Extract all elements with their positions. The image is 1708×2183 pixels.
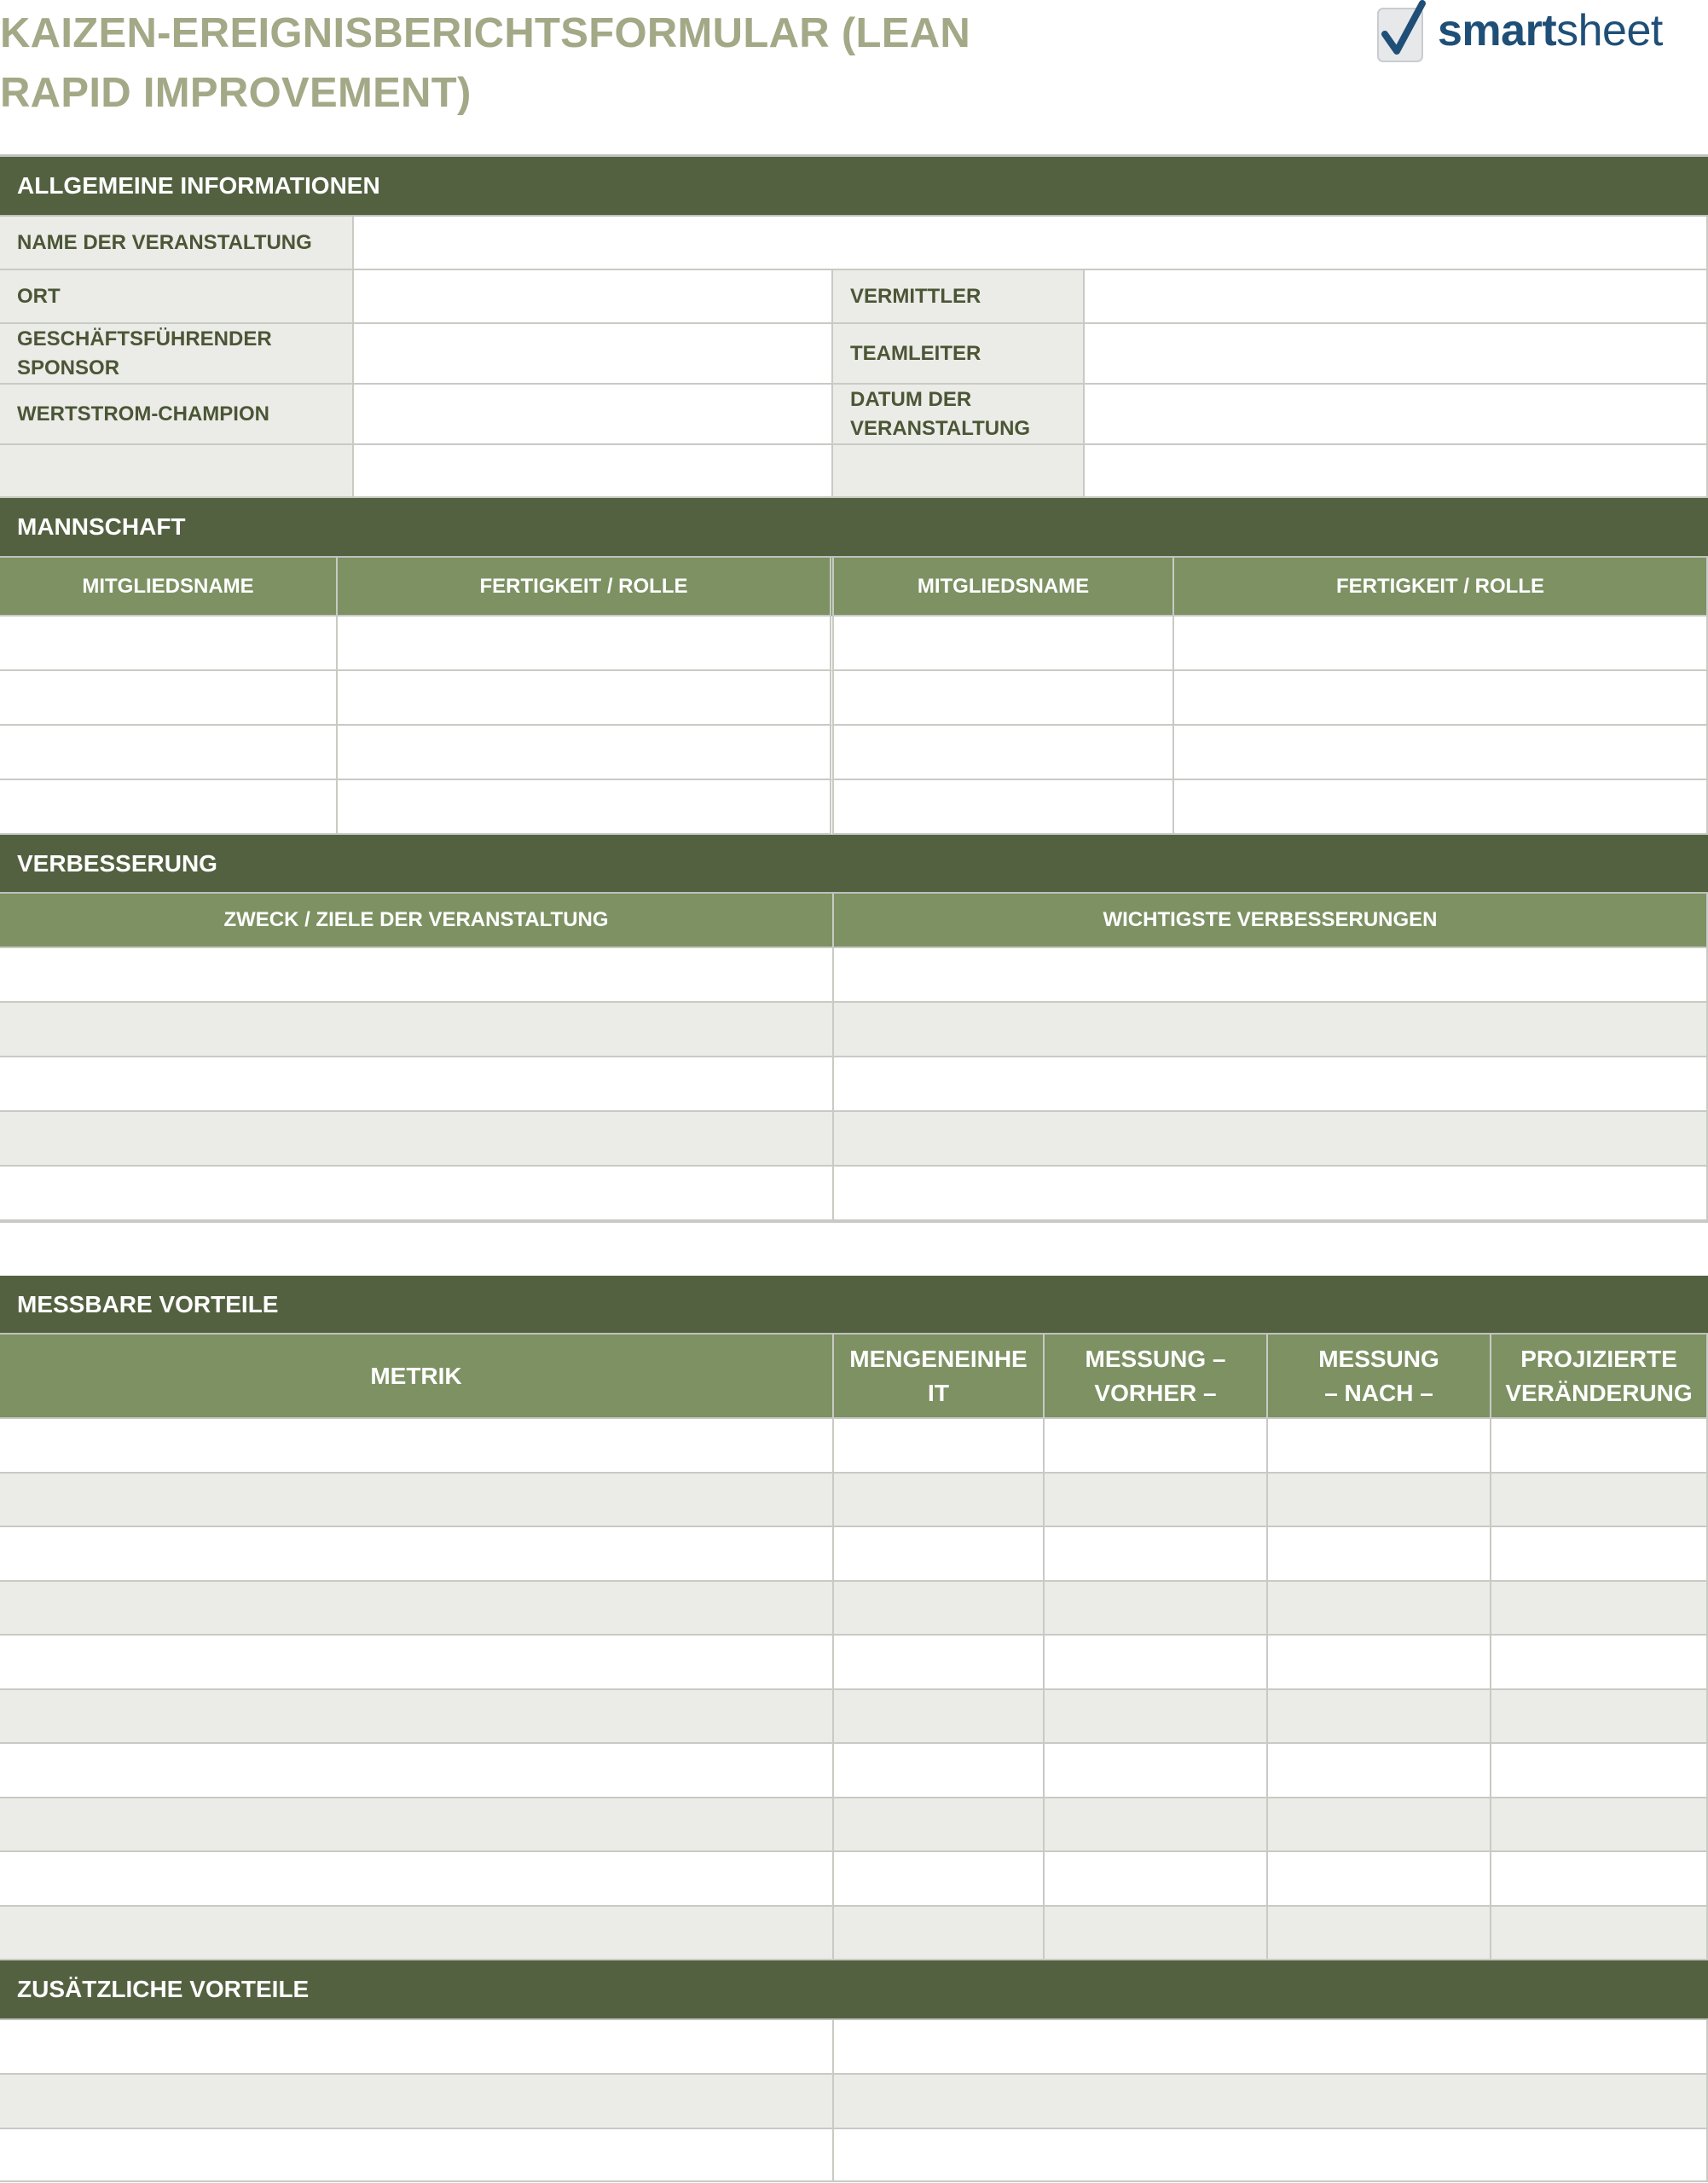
field-location[interactable] — [354, 270, 833, 324]
team-cell[interactable] — [0, 617, 338, 671]
col-member-name-2: MITGLIEDSNAME — [834, 558, 1174, 617]
metric-cell[interactable] — [834, 1636, 1045, 1690]
col-member-name-1: MITGLIEDSNAME — [0, 558, 338, 617]
section-measurable-benefits: MESSBARE VORTEILE — [0, 1276, 1708, 1335]
metric-cell[interactable] — [0, 1798, 834, 1852]
metric-cell[interactable] — [834, 1419, 1045, 1474]
metric-cell[interactable] — [1268, 1636, 1491, 1690]
team-section — [0, 498, 1708, 835]
team-cell[interactable] — [834, 780, 1174, 835]
metric-cell[interactable] — [1045, 1690, 1268, 1744]
metric-cell[interactable] — [834, 1744, 1045, 1798]
metric-cell[interactable] — [1491, 1690, 1708, 1744]
kaizen-form — [0, 154, 1708, 2183]
field-blank-2[interactable] — [1085, 445, 1708, 498]
metric-cell[interactable] — [0, 1907, 834, 1960]
label-location: ORT — [0, 270, 354, 324]
additional-cell[interactable] — [0, 2075, 834, 2129]
checkmark-logo-icon — [1373, 0, 1433, 67]
section-team: MANNSCHAFT — [0, 498, 1708, 558]
team-cell[interactable] — [338, 726, 834, 780]
improvement-cell[interactable] — [834, 1167, 1708, 1221]
metric-cell[interactable] — [1491, 1798, 1708, 1852]
metric-cell[interactable] — [1045, 1636, 1268, 1690]
metric-cell[interactable] — [1268, 1474, 1491, 1527]
metric-cell[interactable] — [1045, 1744, 1268, 1798]
metric-cell[interactable] — [834, 1907, 1045, 1960]
improvement-cell[interactable] — [0, 1221, 834, 1223]
additional-cell[interactable] — [834, 2129, 1708, 2182]
label-event-date: DATUM DER VERANSTALTUNG — [833, 385, 1085, 445]
col-purpose-goals: ZWECK / ZIELE DER VERANSTALTUNG — [0, 894, 834, 948]
metric-cell[interactable] — [1045, 1582, 1268, 1636]
metric-cell[interactable] — [834, 1852, 1045, 1907]
improvement-cell[interactable] — [0, 948, 834, 1003]
field-team-lead[interactable] — [1085, 324, 1708, 385]
metric-cell[interactable] — [1491, 1419, 1708, 1474]
metric-cell[interactable] — [1268, 1744, 1491, 1798]
team-cell[interactable] — [1174, 780, 1708, 835]
metric-cell[interactable] — [1268, 1852, 1491, 1907]
metric-cell[interactable] — [1045, 1907, 1268, 1960]
metric-cell[interactable] — [834, 1582, 1045, 1636]
metric-cell[interactable] — [1268, 1582, 1491, 1636]
improvement-cell[interactable] — [834, 1003, 1708, 1057]
col-skill-role-1: FERTIGKEIT / ROLLE — [338, 558, 834, 617]
metric-cell[interactable] — [1491, 1474, 1708, 1527]
improvement-section — [0, 835, 1708, 1223]
improvement-cell[interactable] — [0, 1003, 834, 1057]
additional-cell[interactable] — [834, 2020, 1708, 2075]
col-key-improvements: WICHTIGSTE VERBESSERUNGEN — [834, 894, 1708, 948]
label-exec-sponsor: GESCHÄFTSFÜHRENDER SPONSOR — [0, 324, 354, 385]
improvement-cell[interactable] — [0, 1112, 834, 1167]
metric-cell[interactable] — [0, 1419, 834, 1474]
improvement-cell[interactable] — [834, 1112, 1708, 1167]
metric-cell[interactable] — [0, 1527, 834, 1582]
team-cell[interactable] — [338, 617, 834, 671]
metric-cell[interactable] — [1045, 1798, 1268, 1852]
field-facilitator[interactable] — [1085, 270, 1708, 324]
metric-cell[interactable] — [1491, 1907, 1708, 1960]
measurable-benefits-section — [0, 1276, 1708, 1960]
improvement-cell[interactable] — [834, 948, 1708, 1003]
improvement-cell[interactable] — [834, 1221, 1708, 1223]
col-skill-role-2: FERTIGKEIT / ROLLE — [1174, 558, 1708, 617]
additional-cell[interactable] — [0, 2020, 834, 2075]
page-title: KAIZEN-EREIGNISBERICHTSFORMULAR (LEAN RAPID IMPROVEMENT) — [0, 10, 971, 116]
team-cell[interactable] — [0, 726, 338, 780]
col-after: MESSUNG – NACH – — [1268, 1335, 1491, 1419]
team-cell[interactable] — [338, 780, 834, 835]
section-improvement: VERBESSERUNG — [0, 835, 1708, 894]
col-metric: METRIK — [0, 1335, 834, 1419]
logo-wordmark: smartsheet — [1438, 6, 1663, 55]
team-cell[interactable] — [834, 726, 1174, 780]
metric-cell[interactable] — [1268, 1527, 1491, 1582]
team-cell[interactable] — [1174, 671, 1708, 726]
metric-cell[interactable] — [834, 1527, 1045, 1582]
metric-cell[interactable] — [0, 1744, 834, 1798]
general-info-section — [0, 157, 1708, 498]
improvement-cell[interactable] — [0, 1167, 834, 1221]
metric-cell[interactable] — [1045, 1474, 1268, 1527]
label-facilitator: VERMITTLER — [833, 270, 1085, 324]
metric-cell[interactable] — [1491, 1636, 1708, 1690]
additional-cell[interactable] — [834, 2075, 1708, 2129]
col-before: MESSUNG – VORHER – — [1045, 1335, 1268, 1419]
additional-cell[interactable] — [0, 2129, 834, 2182]
metric-cell[interactable] — [1491, 1582, 1708, 1636]
metric-cell[interactable] — [0, 1474, 834, 1527]
section-general-info: ALLGEMEINE INFORMATIONEN — [0, 157, 1708, 217]
team-cell[interactable] — [834, 617, 1174, 671]
field-exec-sponsor[interactable] — [354, 324, 833, 385]
label-event-name: NAME DER VERANSTALTUNG — [0, 217, 354, 270]
col-projected-change: PROJIZIERTE VERÄNDERUNG — [1491, 1335, 1708, 1419]
label-team-lead: TEAMLEITER — [833, 324, 1085, 385]
label-value-stream: WERTSTROM-CHAMPION — [0, 385, 354, 445]
label-blank — [0, 445, 354, 498]
metric-cell[interactable] — [0, 1582, 834, 1636]
metric-cell[interactable] — [1491, 1852, 1708, 1907]
metric-cell[interactable] — [0, 1636, 834, 1690]
field-value-stream[interactable] — [354, 385, 833, 445]
metric-cell[interactable] — [1268, 1907, 1491, 1960]
team-cell[interactable] — [0, 671, 338, 726]
metric-cell[interactable] — [834, 1474, 1045, 1527]
improvement-cell[interactable] — [834, 1057, 1708, 1112]
smartsheet-logo — [1373, 0, 1688, 68]
field-event-name[interactable] — [354, 217, 1708, 270]
metric-cell[interactable] — [1268, 1690, 1491, 1744]
improvement-cell[interactable] — [0, 1057, 834, 1112]
metric-cell[interactable] — [1045, 1527, 1268, 1582]
metric-cell[interactable] — [1491, 1527, 1708, 1582]
team-cell[interactable] — [1174, 617, 1708, 671]
team-cell[interactable] — [1174, 726, 1708, 780]
team-cell[interactable] — [0, 780, 338, 835]
team-cell[interactable] — [338, 671, 834, 726]
metric-cell[interactable] — [1268, 1419, 1491, 1474]
additional-benefits-section — [0, 1960, 1708, 2182]
metric-cell[interactable] — [834, 1798, 1045, 1852]
field-event-date[interactable] — [1085, 385, 1708, 445]
metric-cell[interactable] — [1268, 1798, 1491, 1852]
section-additional-benefits: ZUSÄTZLICHE VORTEILE — [0, 1960, 1708, 2020]
metric-cell[interactable] — [1045, 1852, 1268, 1907]
metric-cell[interactable] — [834, 1690, 1045, 1744]
field-blank-1[interactable] — [354, 445, 833, 498]
metric-cell[interactable] — [1045, 1419, 1268, 1474]
metric-cell[interactable] — [0, 1690, 834, 1744]
label-blank-2 — [833, 445, 1085, 498]
metric-cell[interactable] — [1491, 1744, 1708, 1798]
metric-cell[interactable] — [0, 1852, 834, 1907]
col-unit: MENGENEINHE IT — [834, 1335, 1045, 1419]
team-cell[interactable] — [834, 671, 1174, 726]
